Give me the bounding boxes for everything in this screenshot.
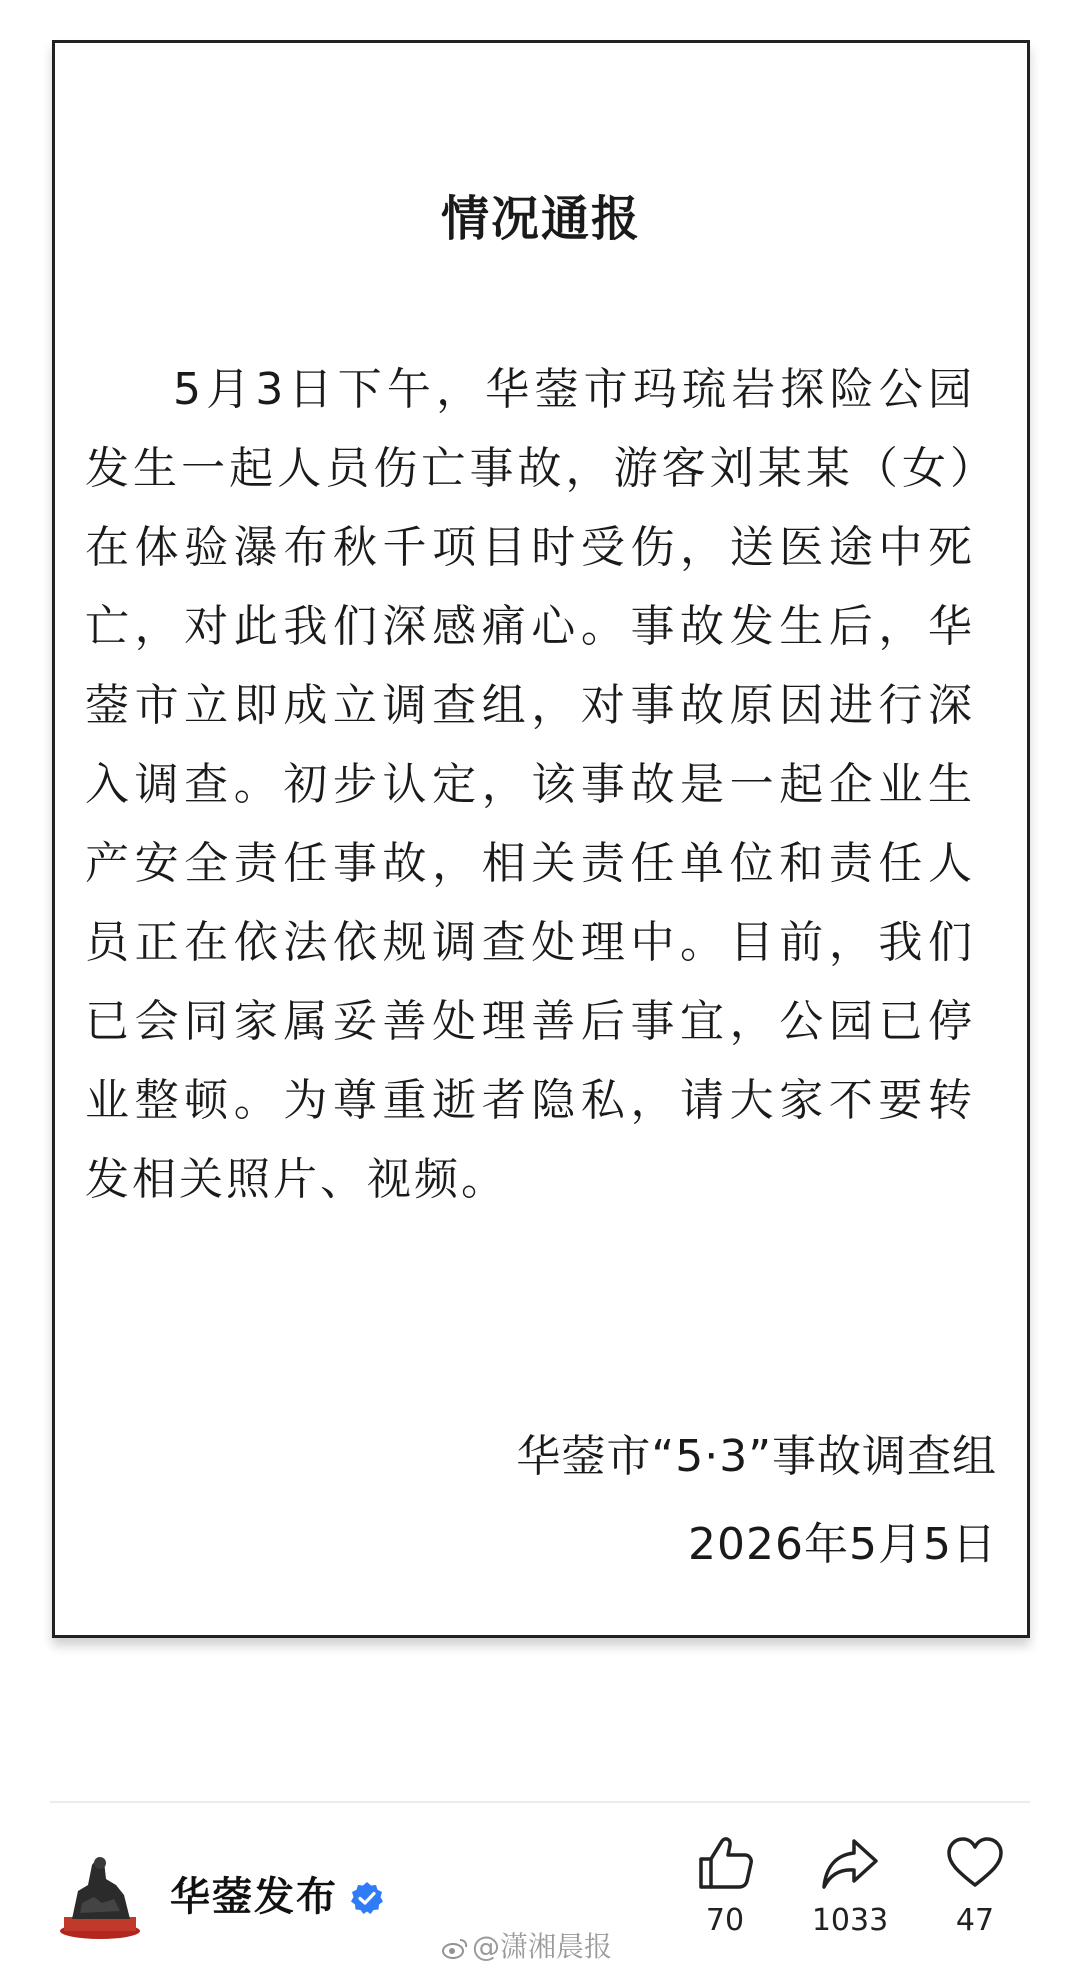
- account-name[interactable]: 华蓥发布: [170, 1874, 338, 1920]
- notice-date: 2026年5月5日: [688, 1519, 997, 1570]
- watermark: [442, 1927, 612, 1967]
- like-count: 70: [705, 1903, 745, 1938]
- statue-avatar-icon: [58, 1851, 142, 1941]
- share-count: 1033: [811, 1903, 889, 1938]
- avatar[interactable]: [58, 1851, 142, 1941]
- bottom-bar: [0, 1803, 1080, 1980]
- notice-card: [52, 40, 1030, 1638]
- weibo-icon: [442, 1937, 468, 1959]
- watermark-text: @潇湘晨报: [472, 1930, 613, 1963]
- favorite-count: 47: [955, 1903, 995, 1938]
- heart-icon: [945, 1835, 1005, 1891]
- like-button[interactable]: [670, 1835, 780, 1941]
- notice-signature-block: [516, 1413, 997, 1589]
- notice-body: 5月3日下午，华蓥市玛琉岩探险公园发生一起人员伤亡事故，游客刘某某（女）在体验瀑布秋千项目时受伤，送医途中死亡，对此我们深感痛心。事故发生后，华蓥市立即成立调查组，对事故原因进行深入调查。初步认定，该事故是一起企业生产安全责任事故，相关责任单位和责任人员正在依法依规调查处理中。目前，我们已会同家属妥善处理善后事宜，公园已停业整顿。为尊重逝者隐私，请大家不要转发相关照片、视频。: [85, 364, 975, 1205]
- favorite-button[interactable]: [920, 1835, 1030, 1941]
- notice-title: 情况通报: [440, 191, 641, 247]
- thumbs-up-icon: [695, 1835, 755, 1891]
- share-arrow-icon: [820, 1835, 880, 1891]
- verified-badge-icon: [350, 1881, 384, 1915]
- share-button[interactable]: [795, 1835, 905, 1941]
- notice-signature: 华蓥市“5·3”事故调查组: [516, 1431, 997, 1482]
